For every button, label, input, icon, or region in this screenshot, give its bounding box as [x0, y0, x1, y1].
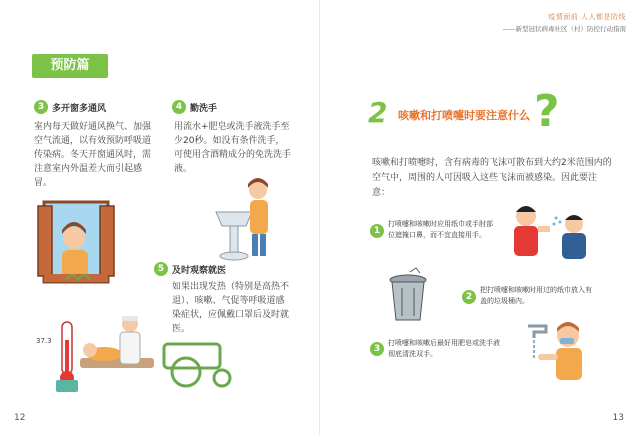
- handwashing-illustration: [212, 178, 276, 260]
- header-slogan: 疫情面前 人人都是防线: [548, 13, 626, 21]
- tip-3-number-wrap: [370, 338, 384, 357]
- section-4-title: [172, 100, 217, 114]
- handwashing-child-illustration: [524, 320, 600, 384]
- section-4-text: 用流水+肥皂或洗手液洗手至少20秒。如没有条件洗手，可使用含酒精成分的免洗洗手液。: [174, 122, 292, 174]
- section-3-label: 多开窗多通风: [52, 103, 107, 114]
- tip-1-number: 1: [370, 224, 384, 238]
- tip-3-number: 3: [370, 342, 384, 356]
- section-3-number: 3: [34, 100, 48, 114]
- section-number-2: 2: [368, 96, 388, 129]
- hospital-scene-illustration: [54, 300, 254, 392]
- section-4-number: 4: [172, 100, 186, 114]
- question-mark-icon: ?: [534, 86, 560, 137]
- tip-1-number-wrap: [370, 220, 384, 239]
- sneezing-people-illustration: [498, 200, 598, 262]
- section-5-number: 5: [154, 262, 168, 276]
- cough-intro-text: 咳嗽和打喷嚏时，含有病毒的飞沫可散布到大约2米范围内的空气中，周围的人可因吸入这些飞沫而被感染。因此要注意：: [372, 158, 612, 198]
- section-5-label: 及时观察就医: [172, 265, 227, 276]
- page-header: [503, 12, 627, 33]
- trash-bin-illustration: [380, 268, 436, 324]
- section-5-title: [154, 262, 226, 276]
- tip-1-text: 打喷嚏和咳嗽时应用纸巾或手肘部位遮掩口鼻，而不宜直接用手。: [388, 220, 493, 239]
- page-number-right: 13: [612, 413, 624, 423]
- page-number-left: 12: [14, 413, 26, 423]
- header-subtitle: ——新型冠状病毒社区（村）防控行动指南: [502, 25, 626, 33]
- tip-2-text: 把打喷嚏和咳嗽时用过的纸巾放入有盖的垃圾桶内。: [480, 286, 592, 305]
- thermometer-label: 37.3: [36, 337, 52, 345]
- open-window-illustration: [38, 200, 114, 286]
- tip-2-number: 2: [462, 290, 476, 304]
- tip-2-number-wrap: [462, 286, 476, 305]
- section-2-title: 咳嗽和打喷嚏时要注意什么: [398, 109, 530, 122]
- section-3-text: 室内每天做好通风换气、加强空气流通，以有效预防呼吸道传染病。冬天开窗通风时，需注意室内外温差大而引起感冒。: [34, 122, 152, 188]
- section-tag: 预防篇: [32, 54, 108, 78]
- tip-3-text: 打喷嚏和咳嗽后最好用肥皂或洗手液彻底清洗双手。: [388, 339, 500, 358]
- section-3-title: [34, 100, 106, 114]
- section-5-text: 如果出现发热（特别是高热不退）、咳嗽、气促等呼吸道感染症状，应佩戴口罩后及时就医。: [172, 282, 290, 334]
- section-4-label: 勤洗手: [190, 103, 218, 114]
